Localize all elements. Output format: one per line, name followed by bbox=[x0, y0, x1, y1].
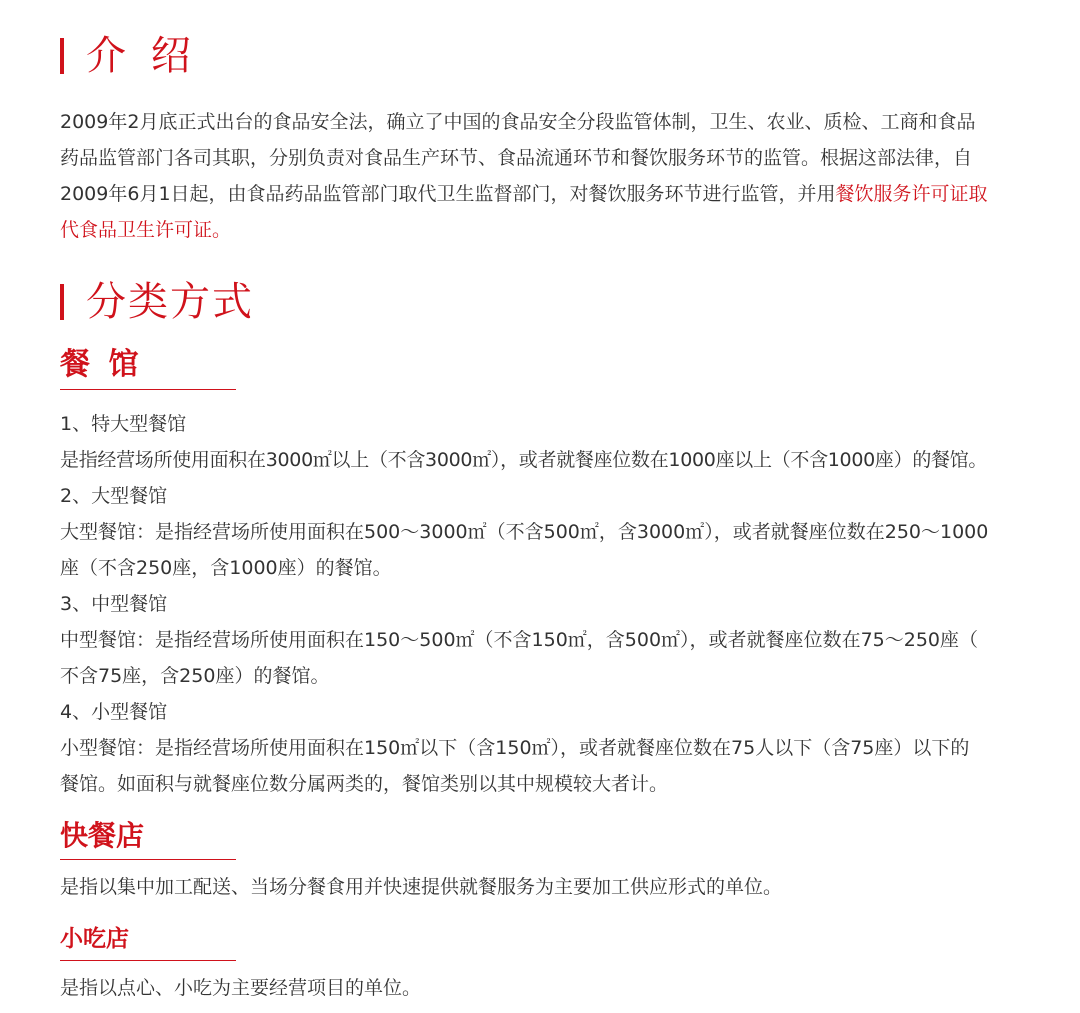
fast-food-text: 是指以集中加工配送、当场分餐食用并快速提供就餐服务为主要加工供应形式的单位。 bbox=[60, 876, 783, 898]
intro-line-text: 2009年6月1日起，由食品药品监管部门取代卫生监督部门，对餐饮服务环节进行监管，并用 bbox=[60, 183, 836, 205]
restaurant-line: 大型餐馆：是指经营场所使用面积在500～3000㎡（不含500㎡，含3000㎡），或者就餐座位数在250～1000 bbox=[60, 521, 989, 543]
restaurant-subheading bbox=[60, 347, 236, 390]
intro-highlight-line: 代食品卫生许可证。 bbox=[60, 219, 232, 241]
classification-heading bbox=[60, 279, 254, 325]
fast-food-subheading bbox=[60, 819, 236, 860]
intro-title: 介 绍 bbox=[86, 33, 197, 79]
intro-paragraph bbox=[60, 104, 1035, 248]
intro-highlight: 餐饮服务许可证取 bbox=[835, 183, 988, 205]
restaurant-line: 3、中型餐馆 bbox=[60, 593, 168, 615]
intro-line: 药品监管部门各司其职，分别负责对食品生产环节、食品流通环节和餐饮服务环节的监管。根据这部法律，自 bbox=[60, 147, 973, 169]
classification-title: 分类方式 bbox=[86, 279, 254, 325]
restaurant-line: 不含75座，含250座）的餐馆。 bbox=[60, 665, 330, 687]
intro-line: 2009年2月底正式出台的食品安全法，确立了中国的食品安全分段监管体制，卫生、农业、质检、工商和食品 bbox=[60, 111, 976, 133]
restaurant-line: 座（不含250座，含1000座）的餐馆。 bbox=[60, 557, 392, 579]
restaurant-line: 餐馆。如面积与就餐座位数分属两类的，餐馆类别以其中规模较大者计。 bbox=[60, 773, 669, 795]
restaurant-line: 1、特大型餐馆 bbox=[60, 413, 187, 435]
intro-line bbox=[60, 176, 1035, 212]
restaurant-line: 4、小型餐馆 bbox=[60, 701, 168, 723]
snack-bar-subheading bbox=[60, 928, 236, 961]
restaurant-line: 中型餐馆：是指经营场所使用面积在150～500㎡（不含150㎡，含500㎡），或者就餐座位数在75～250座（ bbox=[60, 629, 979, 651]
restaurant-title: 餐 馆 bbox=[60, 347, 143, 382]
restaurant-line: 2、大型餐馆 bbox=[60, 485, 168, 507]
intro-heading-bar bbox=[60, 38, 64, 74]
intro-heading bbox=[60, 33, 197, 79]
snack-bar-text: 是指以点心、小吃为主要经营项目的单位。 bbox=[60, 977, 422, 999]
restaurant-line: 是指经营场所使用面积在3000㎡以上（不含3000㎡），或者就餐座位数在1000座以上（不含1000座）的餐馆。 bbox=[60, 449, 988, 471]
restaurant-line: 小型餐馆：是指经营场所使用面积在150㎡以下（含150㎡），或者就餐座位数在75人以下（含75座）以下的 bbox=[60, 737, 970, 759]
classification-heading-bar bbox=[60, 284, 64, 320]
snack-bar-title: 小吃店 bbox=[60, 926, 129, 952]
fast-food-title: 快餐店 bbox=[60, 819, 145, 852]
restaurant-content bbox=[60, 406, 1035, 802]
